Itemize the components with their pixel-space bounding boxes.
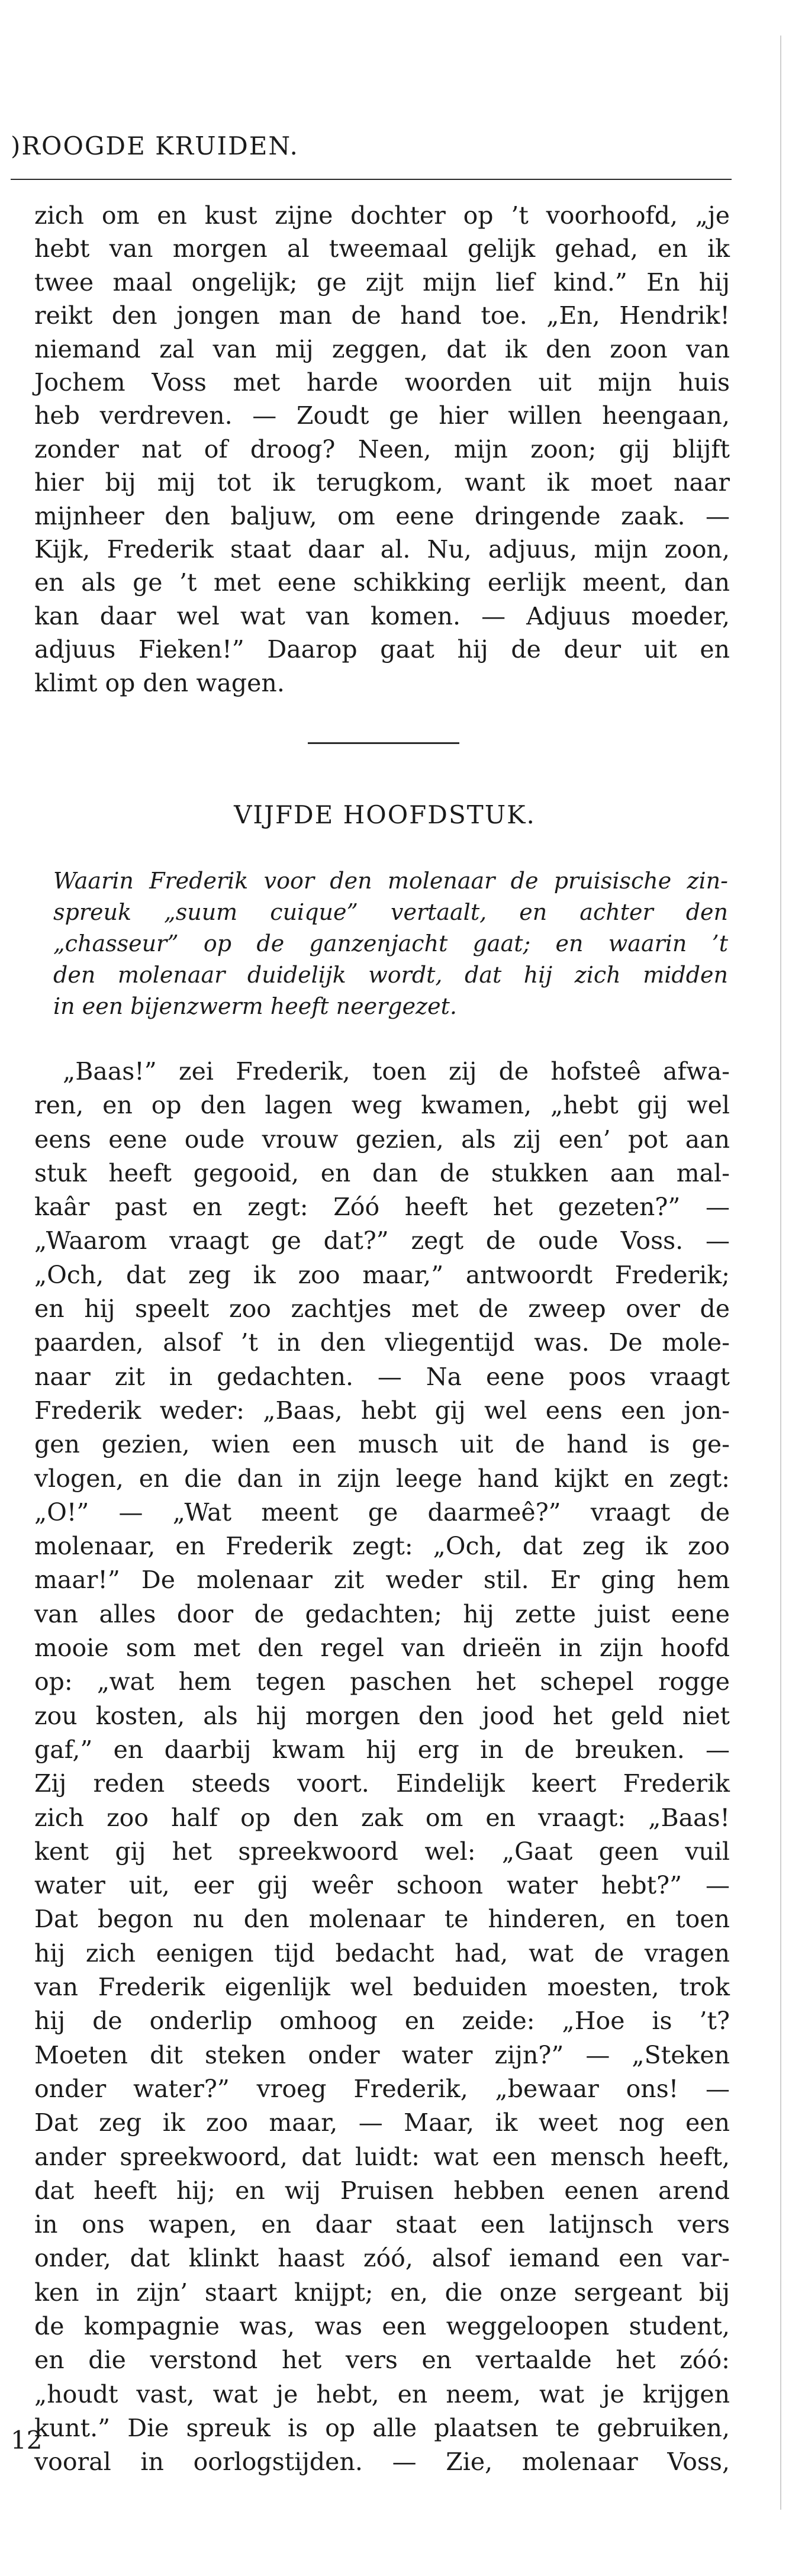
text-line: op: „wat hem tegen paschen het schepel rogge xyxy=(34,1667,730,1696)
text-line: ken in zijn’ staart knijpt; en, die onze sergeant bij xyxy=(34,2278,730,2307)
text-line: stuk heeft gegooid, en dan de stukken aan mal- xyxy=(34,1158,730,1187)
text-line: „houdt vast, wat je hebt, en neem, wat je krijgen xyxy=(34,2379,730,2408)
text-line: en hij speelt zoo zachtjes met de zweep over de xyxy=(34,1295,730,1324)
text-line: Jochem Voss met harde woorden uit mijn huis xyxy=(34,368,730,397)
text-line: zou kosten, als hij morgen den jood het geld niet xyxy=(34,1701,730,1730)
text-line: Kijk, Frederik staat daar al. Nu, adjuus, mijn zoon, xyxy=(34,535,730,564)
text-line: Dat zeg ik zoo maar, — Maar, ik weet nog een xyxy=(34,2108,730,2137)
text-line: mijnheer den baljuw, om eene dringende zaak. — xyxy=(34,501,730,530)
text-line: paarden, alsof ’t in den vliegentijd was. De mole- xyxy=(34,1328,730,1357)
chapter-summary xyxy=(53,865,728,1022)
text-line: gen gezien, wien een musch uit de hand is ge- xyxy=(34,1430,730,1459)
text-line: eens eene oude vrouw gezien, als zij een’ pot aan xyxy=(34,1125,730,1154)
text-line: „Och, dat zeg ik zoo maar,” antwoordt Frederik; xyxy=(34,1260,730,1289)
text-line: vlogen, en die dan in zijn leege hand kijkt en zegt: xyxy=(34,1464,730,1493)
section-divider xyxy=(308,742,459,744)
text-line: zonder nat of droog? Neen, mijn zoon; gij blijft xyxy=(34,434,730,463)
text-line: de kompagnie was, was een weggeloopen student, xyxy=(34,2311,730,2340)
text-line: Frederik weder: „Baas, hebt gij wel eens een jon- xyxy=(34,1396,730,1425)
running-head: )ROOGDE KRUIDEN. xyxy=(11,131,299,160)
summary-line: „chasseur” op de ganzenjacht gaat; en waarin ’t xyxy=(53,930,728,957)
summary-line: spreuk „suum cuique” vertaalt, en achter den xyxy=(53,899,728,925)
text-line: ander spreekwoord, dat luidt: wat een mensch heeft, xyxy=(34,2142,730,2171)
text-line: vooral in oorlogstijden. — Zie, molenaar Voss, xyxy=(34,2448,730,2477)
text-line: mooie som met den regel van drieën in zijn hoofd xyxy=(34,1634,730,1663)
text-line: zich om en kust zijne dochter op ’t voorhoofd, „je xyxy=(34,201,730,230)
text-line: water uit, eer gij weêr schoon water hebt?” — xyxy=(34,1871,730,1900)
text-line: van alles door de gedachten; hij zette juist eene xyxy=(34,1599,730,1628)
header-divider xyxy=(11,179,732,180)
text-line: Dat begon nu den molenaar te hinderen, en toen xyxy=(34,1905,730,1934)
text-line: gaf,” en daarbij kwam hij erg in de breuken. — xyxy=(34,1735,730,1764)
text-line: hier bij mij tot ik terugkom, want ik moet naar xyxy=(34,468,730,497)
text-line: adjuus Fieken!” Daarop gaat hij de deur uit en xyxy=(34,635,730,664)
text-line: reikt den jongen man de hand toe. „En, Hendrik! xyxy=(34,301,730,330)
text-line: kan daar wel wat van komen. — Adjuus moeder, xyxy=(34,601,730,630)
text-line: „O!” — „Wat meent ge daarmeê?” vraagt de xyxy=(34,1498,730,1527)
summary-line: in een bijenzwerm heeft neergezet. xyxy=(53,993,457,1019)
text-line: van Frederik eigenlijk wel beduiden moesten, trok xyxy=(34,1973,730,2002)
text-line: kent gij het spreekwoord wel: „Gaat geen vuil xyxy=(34,1837,730,1866)
text-line: hij de onderlip omhoog en zeide: „Hoe is ’t? xyxy=(34,2007,730,2036)
text-line: niemand zal van mij zeggen, dat ik den zoon van xyxy=(34,334,730,363)
text-line: naar zit in gedachten. — Na eene poos vraagt xyxy=(34,1362,730,1391)
text-line: Moeten dit steken onder water zijn?” — „Steken xyxy=(34,2040,730,2069)
paragraph-2 xyxy=(34,1055,730,2479)
text-line: onder water?” vroeg Frederik, „bewaar ons! — xyxy=(34,2074,730,2103)
text-line: twee maal ongelijk; ge zijt mijn lief kind.” En hij xyxy=(34,268,730,297)
text-line: ren, en op den lagen weg kwamen, „hebt gij wel xyxy=(34,1091,730,1120)
text-line: kunt.” Die spreuk is op alle plaatsen te gebruiken, xyxy=(34,2413,730,2442)
text-line: molenaar, en Frederik zegt: „Och, dat zeg ik zoo xyxy=(34,1532,730,1561)
page-number: 12 xyxy=(11,2426,43,2455)
text-line: maar!” De molenaar zit weder stil. Er ging hem xyxy=(34,1566,730,1595)
summary-line: den molenaar duidelijk wordt, dat hij zich midden xyxy=(53,962,728,988)
paragraph-1 xyxy=(34,199,730,700)
text-line: klimt op den wagen. xyxy=(34,668,285,697)
text-line: in ons wapen, en daar staat een latijnsch vers xyxy=(34,2210,730,2239)
chapter-heading: VIJFDE HOOFDSTUK. xyxy=(234,800,536,829)
summary-line: Waarin Frederik voor den molenaar de pruisische zin- xyxy=(53,868,728,894)
margin-rule xyxy=(780,36,781,2510)
text-line: onder, dat klinkt haast zóó, alsof iemand een var- xyxy=(34,2244,730,2273)
text-line: heb verdreven. — Zoudt ge hier willen heengaan, xyxy=(34,401,730,430)
text-line: Zij reden steeds voort. Eindelijk keert Frederik xyxy=(34,1769,730,1798)
text-line: kaâr past en zegt: Zóó heeft het gezeten?” — xyxy=(34,1193,730,1222)
text-line: „Baas!” zei Frederik, toen zij de hofsteê afwa- xyxy=(63,1057,730,1086)
text-line: dat heeft hij; en wij Pruisen hebben eenen arend xyxy=(34,2176,730,2205)
text-line: zich zoo half op den zak om en vraagt: „Baas! xyxy=(34,1803,730,1832)
text-line: „Waarom vraagt ge dat?” zegt de oude Voss. — xyxy=(34,1226,730,1255)
text-line: hebt van morgen al tweemaal gelijk gehad, en ik xyxy=(34,234,730,263)
text-line: en als ge ’t met eene schikking eerlijk meent, dan xyxy=(34,568,730,597)
text-line: en die verstond het vers en vertaalde het zóó: xyxy=(34,2346,730,2375)
text-line: hij zich eenigen tijd bedacht had, wat de vragen xyxy=(34,1939,730,1968)
